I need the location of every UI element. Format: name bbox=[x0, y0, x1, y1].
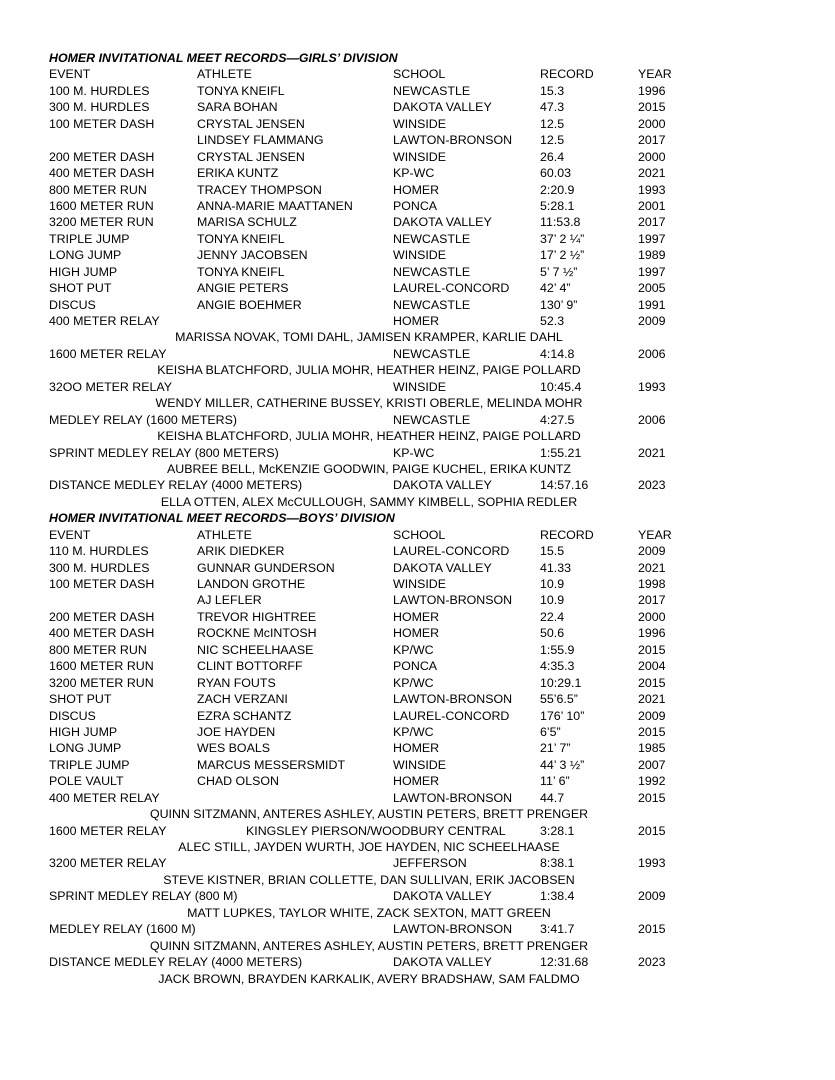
record-row bbox=[49, 658, 689, 674]
relay-athletes: ALEC STILL, JAYDEN WURTH, JOE HAYDEN, NIC SCHEELHAASE bbox=[178, 840, 560, 854]
relay-team-names bbox=[49, 905, 689, 921]
record-cell: 44.7 bbox=[540, 790, 565, 805]
school-cell: PONCA bbox=[393, 198, 438, 213]
school-cell: WINSIDE bbox=[393, 577, 447, 591]
athlete-cell: TRACEY THOMPSON bbox=[197, 182, 322, 197]
record-cell: 4:35.3 bbox=[540, 659, 575, 674]
school-cell: WINSIDE bbox=[393, 248, 447, 263]
record-row bbox=[49, 740, 689, 756]
school-cell: WINSIDE bbox=[393, 379, 447, 394]
event-cell: 400 METER DASH bbox=[49, 166, 155, 181]
record-cell: 21’ 7” bbox=[540, 741, 571, 756]
record-row bbox=[49, 675, 689, 691]
school-cell: KP/WC bbox=[393, 642, 434, 657]
record-cell: 60.03 bbox=[540, 166, 572, 181]
event-cell: 300 M. HURDLES bbox=[49, 100, 150, 115]
relay-athletes: KEISHA BLATCHFORD, JULIA MOHR, HEATHER HEINZ, PAIGE POLLARD bbox=[157, 429, 581, 444]
record-row bbox=[49, 116, 689, 132]
year-cell: 1993 bbox=[638, 856, 666, 871]
record-row bbox=[49, 576, 689, 592]
header-record: RECORD bbox=[540, 527, 594, 542]
record-row bbox=[49, 724, 689, 740]
record-cell: 10:29.1 bbox=[540, 675, 582, 690]
record-row bbox=[49, 921, 689, 937]
school-cell: LAWTON-BRONSON bbox=[393, 790, 513, 805]
school-cell: NEWCASTLE bbox=[393, 346, 471, 361]
record-cell: 1:55.9 bbox=[540, 642, 575, 657]
year-cell: 2017 bbox=[638, 215, 666, 230]
athlete-cell: LANDON GROTHE bbox=[197, 577, 306, 591]
record-row bbox=[49, 543, 689, 559]
school-cell: LAWTON-BRONSON bbox=[393, 133, 513, 148]
relay-team-names bbox=[49, 872, 689, 888]
school-cell: DAKOTA VALLEY bbox=[393, 560, 492, 575]
relay-team-names bbox=[49, 428, 689, 444]
record-row bbox=[49, 412, 689, 428]
relay-team-names bbox=[49, 362, 689, 378]
record-row bbox=[49, 790, 689, 806]
record-cell: 2:20.9 bbox=[540, 182, 575, 197]
event-cell: 32OO METER RELAY bbox=[49, 379, 173, 394]
record-cell: 12.5 bbox=[540, 133, 565, 148]
event-cell: DISTANCE MEDLEY RELAY (4000 METERS) bbox=[49, 955, 303, 970]
record-row bbox=[49, 592, 689, 608]
relay-athletes: STEVE KISTNER, BRIAN COLLETTE, DAN SULLIVAN, ERIK JACOBSEN bbox=[163, 872, 575, 887]
header-year: YEAR bbox=[638, 67, 672, 82]
athlete-cell: KINGSLEY PIERSON/WOODBURY CENTRAL bbox=[246, 823, 506, 838]
year-cell: 2009 bbox=[638, 889, 666, 904]
year-cell: 1991 bbox=[638, 297, 666, 312]
school-cell: KP-WC bbox=[393, 166, 435, 181]
event-cell: SPRINT MEDLEY RELAY (800 M) bbox=[49, 889, 238, 904]
athlete-cell: ERIKA KUNTZ bbox=[197, 166, 279, 181]
record-row bbox=[49, 609, 689, 625]
record-cell: 55’6.5” bbox=[540, 692, 578, 707]
year-cell: 2006 bbox=[638, 412, 666, 427]
record-cell: 176’ 10” bbox=[540, 708, 585, 723]
event-cell: DISTANCE MEDLEY RELAY (4000 METERS) bbox=[49, 478, 303, 493]
athlete-cell: ARIK DIEDKER bbox=[197, 544, 285, 559]
school-cell: DAKOTA VALLEY bbox=[393, 478, 492, 493]
year-cell: 2015 bbox=[638, 790, 666, 805]
event-cell: TRIPLE JUMP bbox=[49, 757, 130, 772]
relay-athletes: ELLA OTTEN, ALEX McCULLOUGH, SAMMY KIMBELL, SOPHIA REDLER bbox=[160, 494, 578, 509]
relay-athletes: MARISSA NOVAK, TOMI DAHL, JAMISEN KRAMPER, KARLIE DAHL bbox=[175, 330, 563, 345]
year-cell: 2015 bbox=[638, 675, 666, 690]
athlete-cell: ZACH VERZANI bbox=[197, 692, 288, 707]
record-row bbox=[49, 773, 689, 789]
year-cell: 2000 bbox=[638, 116, 666, 131]
record-cell: 52.3 bbox=[540, 314, 565, 328]
athlete-cell: MARISA SCHULZ bbox=[197, 215, 297, 230]
relay-athletes: JACK BROWN, BRAYDEN KARKALIK, AVERY BRADSHAW, SAM FALDMO bbox=[158, 971, 580, 986]
record-row bbox=[49, 132, 689, 148]
record-cell: 10.9 bbox=[540, 593, 565, 608]
school-cell: KP/WC bbox=[393, 675, 434, 690]
header-athlete: ATHLETE bbox=[197, 527, 252, 542]
record-row bbox=[49, 346, 689, 362]
record-row bbox=[49, 214, 689, 230]
year-cell: 1993 bbox=[638, 379, 666, 394]
record-row bbox=[49, 198, 689, 214]
relay-athletes: WENDY MILLER, CATHERINE BUSSEY, KRISTI OBERLE, MELINDA MOHR bbox=[155, 396, 583, 411]
relay-team-names bbox=[49, 494, 689, 510]
header-event: EVENT bbox=[49, 527, 91, 542]
event-cell: 100 METER DASH bbox=[49, 116, 155, 131]
relay-athletes: AUBREE BELL, McKENZIE GOODWIN, PAIGE KUCHEL, ERIKA KUNTZ bbox=[167, 461, 571, 476]
records-document bbox=[49, 50, 689, 987]
year-cell: 2015 bbox=[638, 724, 666, 739]
header-event: EVENT bbox=[49, 67, 91, 82]
record-cell: 4:27.5 bbox=[540, 412, 575, 427]
event-cell: 300 M. HURDLES bbox=[49, 560, 150, 575]
year-cell: 2006 bbox=[638, 346, 666, 361]
athlete-cell: GUNNAR GUNDERSON bbox=[197, 560, 335, 575]
event-cell: MEDLEY RELAY (1600 M) bbox=[49, 922, 196, 937]
record-row bbox=[49, 264, 689, 280]
record-row bbox=[49, 691, 689, 707]
athlete-cell: WES BOALS bbox=[197, 741, 270, 756]
year-cell: 1996 bbox=[638, 626, 666, 641]
school-cell: KP/WC bbox=[393, 724, 434, 739]
relay-team-names bbox=[49, 806, 689, 822]
event-cell: 1600 METER RUN bbox=[49, 198, 154, 213]
relay-team-names bbox=[49, 461, 689, 477]
school-cell: LAUREL-CONCORD bbox=[393, 708, 510, 723]
year-cell: 1996 bbox=[638, 83, 666, 98]
record-row bbox=[49, 280, 689, 296]
event-cell: SPRINT MEDLEY RELAY (800 METERS) bbox=[49, 445, 279, 460]
year-cell: 2021 bbox=[638, 692, 666, 707]
school-cell: NEWCASTLE bbox=[393, 412, 471, 427]
school-cell: DAKOTA VALLEY bbox=[393, 100, 492, 115]
event-cell: 200 METER DASH bbox=[49, 149, 155, 164]
record-cell: 5:28.1 bbox=[540, 198, 575, 213]
school-cell: WINSIDE bbox=[393, 116, 447, 131]
event-cell: 3200 METER RUN bbox=[49, 675, 154, 690]
school-cell: LAUREL-CONCORD bbox=[393, 281, 510, 296]
record-row bbox=[49, 83, 689, 99]
year-cell: 2000 bbox=[638, 609, 666, 624]
year-cell: 2005 bbox=[638, 281, 666, 296]
record-row bbox=[49, 823, 689, 839]
event-cell: 400 METER RELAY bbox=[49, 314, 160, 328]
header-athlete: ATHLETE bbox=[197, 67, 252, 82]
athlete-cell: CRYSTAL JENSEN bbox=[197, 116, 305, 131]
record-row bbox=[49, 445, 689, 461]
record-cell: 10.9 bbox=[540, 577, 565, 591]
header-year: YEAR bbox=[638, 527, 672, 542]
relay-athletes: QUINN SITZMANN, ANTERES ASHLEY, AUSTIN PETERS, BRETT PRENGER bbox=[149, 938, 589, 953]
year-cell: 2021 bbox=[638, 166, 666, 181]
relay-athletes: KEISHA BLATCHFORD, JULIA MOHR, HEATHER HEINZ, PAIGE POLLARD bbox=[157, 363, 581, 378]
header-school: SCHOOL bbox=[393, 67, 446, 82]
record-cell: 15.5 bbox=[540, 544, 565, 559]
boys-division-title: HOMER INVITATIONAL MEET RECORDS—BOYS’ DIVISION bbox=[49, 511, 395, 526]
girls-header-row bbox=[49, 66, 689, 82]
record-cell: 50.6 bbox=[540, 626, 565, 641]
athlete-cell: TONYA KNEIFL bbox=[197, 83, 285, 98]
event-cell: 800 METER RUN bbox=[49, 182, 147, 197]
relay-athletes: QUINN SITZMANN, ANTERES ASHLEY, AUSTIN PETERS, BRETT PRENGER bbox=[149, 807, 589, 822]
school-cell: HOMER bbox=[393, 609, 440, 624]
school-cell: LAWTON-BRONSON bbox=[393, 593, 513, 608]
athlete-cell: TREVOR HIGHTREE bbox=[197, 609, 317, 624]
event-cell: MEDLEY RELAY (1600 METERS) bbox=[49, 412, 237, 427]
athlete-cell: ROCKNE McINTOSH bbox=[197, 626, 317, 641]
record-row bbox=[49, 560, 689, 576]
record-row bbox=[49, 477, 689, 493]
school-cell: LAWTON-BRONSON bbox=[393, 692, 513, 707]
record-cell: 15.3 bbox=[540, 83, 565, 98]
athlete-cell: JOE HAYDEN bbox=[197, 724, 276, 739]
event-cell: DISCUS bbox=[49, 708, 96, 723]
event-cell: 1600 METER RELAY bbox=[49, 346, 167, 361]
record-row bbox=[49, 297, 689, 313]
record-cell: 8:38.1 bbox=[540, 856, 575, 871]
record-cell: 42’ 4” bbox=[540, 281, 571, 296]
record-cell: 37’ 2 ¼” bbox=[540, 231, 585, 246]
event-cell: 800 METER RUN bbox=[49, 642, 147, 657]
girls-division-title: HOMER INVITATIONAL MEET RECORDS—GIRLS’ DIVISION bbox=[49, 51, 398, 65]
relay-team-names bbox=[49, 839, 689, 855]
record-row bbox=[49, 625, 689, 641]
year-cell: 2007 bbox=[638, 757, 666, 772]
record-cell: 11:53.8 bbox=[540, 215, 581, 230]
record-row bbox=[49, 888, 689, 904]
relay-team-names bbox=[49, 329, 689, 345]
relay-team-names bbox=[49, 395, 689, 411]
record-row bbox=[49, 313, 689, 329]
record-cell: 5’ 7 ½” bbox=[540, 264, 578, 279]
record-row bbox=[49, 149, 689, 165]
year-cell: 2009 bbox=[638, 314, 666, 328]
school-cell: KP-WC bbox=[393, 445, 435, 460]
athlete-cell: ANNA-MARIE MAATTANEN bbox=[197, 198, 353, 213]
year-cell: 2015 bbox=[638, 823, 666, 838]
record-cell: 10:45.4 bbox=[540, 379, 582, 394]
athlete-cell: ANGIE BOEHMER bbox=[197, 297, 302, 312]
athlete-cell: TONYA KNEIFL bbox=[197, 231, 285, 246]
boys-header-row bbox=[49, 527, 689, 543]
school-cell: WINSIDE bbox=[393, 149, 447, 164]
school-cell: HOMER bbox=[393, 774, 440, 789]
relay-athletes: MATT LUPKES, TAYLOR WHITE, ZACK SEXTON, MATT GREEN bbox=[187, 905, 551, 920]
record-row bbox=[49, 757, 689, 773]
year-cell: 2004 bbox=[638, 659, 666, 674]
school-cell: HOMER bbox=[393, 314, 440, 328]
event-cell: 100 M. HURDLES bbox=[49, 83, 150, 98]
record-cell: 17’ 2 ½” bbox=[540, 248, 585, 263]
athlete-cell: NIC SCHEELHAASE bbox=[197, 642, 314, 657]
girls-records-table bbox=[49, 83, 689, 510]
record-cell: 44’ 3 ½” bbox=[540, 757, 585, 772]
record-cell: 4:14.8 bbox=[540, 346, 575, 361]
record-cell: 22.4 bbox=[540, 609, 565, 624]
year-cell: 1989 bbox=[638, 248, 666, 263]
athlete-cell: AJ LEFLER bbox=[197, 593, 262, 608]
event-cell: 200 METER DASH bbox=[49, 609, 155, 624]
event-cell: DISCUS bbox=[49, 297, 96, 312]
year-cell: 1998 bbox=[638, 577, 666, 591]
event-cell: 1600 METER RUN bbox=[49, 659, 154, 674]
event-cell: HIGH JUMP bbox=[49, 264, 118, 279]
header-school: SCHOOL bbox=[393, 527, 446, 542]
school-cell: NEWCASTLE bbox=[393, 83, 471, 98]
year-cell: 2009 bbox=[638, 708, 666, 723]
year-cell: 2015 bbox=[638, 642, 666, 657]
record-cell: 12:31.68 bbox=[540, 955, 589, 970]
event-cell: SHOT PUT bbox=[49, 692, 112, 707]
event-cell: HIGH JUMP bbox=[49, 724, 118, 739]
athlete-cell: ANGIE PETERS bbox=[197, 281, 289, 296]
event-cell: TRIPLE JUMP bbox=[49, 231, 130, 246]
record-cell: 47.3 bbox=[540, 100, 565, 115]
athlete-cell: LINDSEY FLAMMANG bbox=[197, 133, 324, 148]
school-cell: LAUREL-CONCORD bbox=[393, 544, 510, 559]
record-row bbox=[49, 165, 689, 181]
event-cell: 1600 METER RELAY bbox=[49, 823, 167, 838]
school-cell: DAKOTA VALLEY bbox=[393, 955, 492, 970]
record-cell: 130’ 9” bbox=[540, 297, 578, 312]
athlete-cell: CHAD OLSON bbox=[197, 774, 279, 789]
event-cell: 3200 METER RUN bbox=[49, 215, 154, 230]
school-cell: LAWTON-BRONSON bbox=[393, 922, 513, 937]
record-cell: 1:38.4 bbox=[540, 889, 575, 904]
record-row bbox=[49, 954, 689, 970]
athlete-cell: RYAN FOUTS bbox=[197, 675, 276, 690]
record-cell: 3:28.1 bbox=[540, 823, 575, 838]
athlete-cell: CLINT BOTTORFF bbox=[197, 659, 303, 674]
athlete-cell: EZRA SCHANTZ bbox=[197, 708, 292, 723]
year-cell: 1997 bbox=[638, 231, 666, 246]
year-cell: 2009 bbox=[638, 544, 666, 559]
year-cell: 2023 bbox=[638, 478, 666, 493]
year-cell: 1993 bbox=[638, 182, 666, 197]
event-cell: SHOT PUT bbox=[49, 281, 112, 296]
event-cell: POLE VAULT bbox=[49, 774, 124, 789]
record-cell: 3:41.7 bbox=[540, 922, 575, 937]
athlete-cell: TONYA KNEIFL bbox=[197, 264, 285, 279]
event-cell: 100 METER DASH bbox=[49, 577, 155, 591]
record-cell: 12.5 bbox=[540, 116, 565, 131]
event-cell: LONG JUMP bbox=[49, 741, 122, 756]
record-cell: 26.4 bbox=[540, 149, 565, 164]
school-cell: JEFFERSON bbox=[393, 856, 467, 871]
athlete-cell: MARCUS MESSERSMIDT bbox=[197, 757, 346, 772]
year-cell: 2017 bbox=[638, 593, 666, 608]
record-row bbox=[49, 182, 689, 198]
school-cell: PONCA bbox=[393, 659, 438, 674]
year-cell: 2023 bbox=[638, 955, 666, 970]
record-row bbox=[49, 231, 689, 247]
school-cell: NEWCASTLE bbox=[393, 264, 471, 279]
school-cell: HOMER bbox=[393, 741, 440, 756]
record-row bbox=[49, 855, 689, 871]
school-cell: NEWCASTLE bbox=[393, 231, 471, 246]
event-cell: 400 METER DASH bbox=[49, 626, 155, 641]
record-row bbox=[49, 99, 689, 115]
school-cell: WINSIDE bbox=[393, 757, 447, 772]
record-cell: 1:55.21 bbox=[540, 445, 582, 460]
record-row bbox=[49, 247, 689, 263]
record-row bbox=[49, 708, 689, 724]
year-cell: 2017 bbox=[638, 133, 666, 148]
record-cell: 11’ 6” bbox=[540, 774, 570, 789]
event-cell: 400 METER RELAY bbox=[49, 790, 160, 805]
relay-team-names bbox=[49, 971, 689, 987]
year-cell: 1985 bbox=[638, 741, 666, 756]
athlete-cell: SARA BOHAN bbox=[197, 100, 278, 115]
year-cell: 2015 bbox=[638, 100, 666, 115]
record-row bbox=[49, 379, 689, 395]
athlete-cell: JENNY JACOBSEN bbox=[197, 248, 308, 263]
record-cell: 6’5” bbox=[540, 724, 561, 739]
year-cell: 2021 bbox=[638, 445, 666, 460]
header-record: RECORD bbox=[540, 67, 594, 82]
year-cell: 1997 bbox=[638, 264, 666, 279]
relay-team-names bbox=[49, 938, 689, 954]
year-cell: 2015 bbox=[638, 922, 666, 937]
event-cell: 110 M. HURDLES bbox=[49, 544, 149, 559]
record-cell: 41.33 bbox=[540, 560, 572, 575]
year-cell: 2000 bbox=[638, 149, 666, 164]
school-cell: DAKOTA VALLEY bbox=[393, 889, 492, 904]
athlete-cell: CRYSTAL JENSEN bbox=[197, 149, 305, 164]
boys-records-table bbox=[49, 543, 689, 987]
event-cell: 3200 METER RELAY bbox=[49, 856, 167, 871]
school-cell: NEWCASTLE bbox=[393, 297, 471, 312]
school-cell: HOMER bbox=[393, 626, 440, 641]
year-cell: 2001 bbox=[638, 198, 666, 213]
year-cell: 2021 bbox=[638, 560, 666, 575]
year-cell: 1992 bbox=[638, 774, 666, 789]
school-cell: HOMER bbox=[393, 182, 440, 197]
school-cell: DAKOTA VALLEY bbox=[393, 215, 492, 230]
event-cell: LONG JUMP bbox=[49, 248, 122, 263]
record-cell: 14:57.16 bbox=[540, 478, 589, 493]
record-row bbox=[49, 642, 689, 658]
